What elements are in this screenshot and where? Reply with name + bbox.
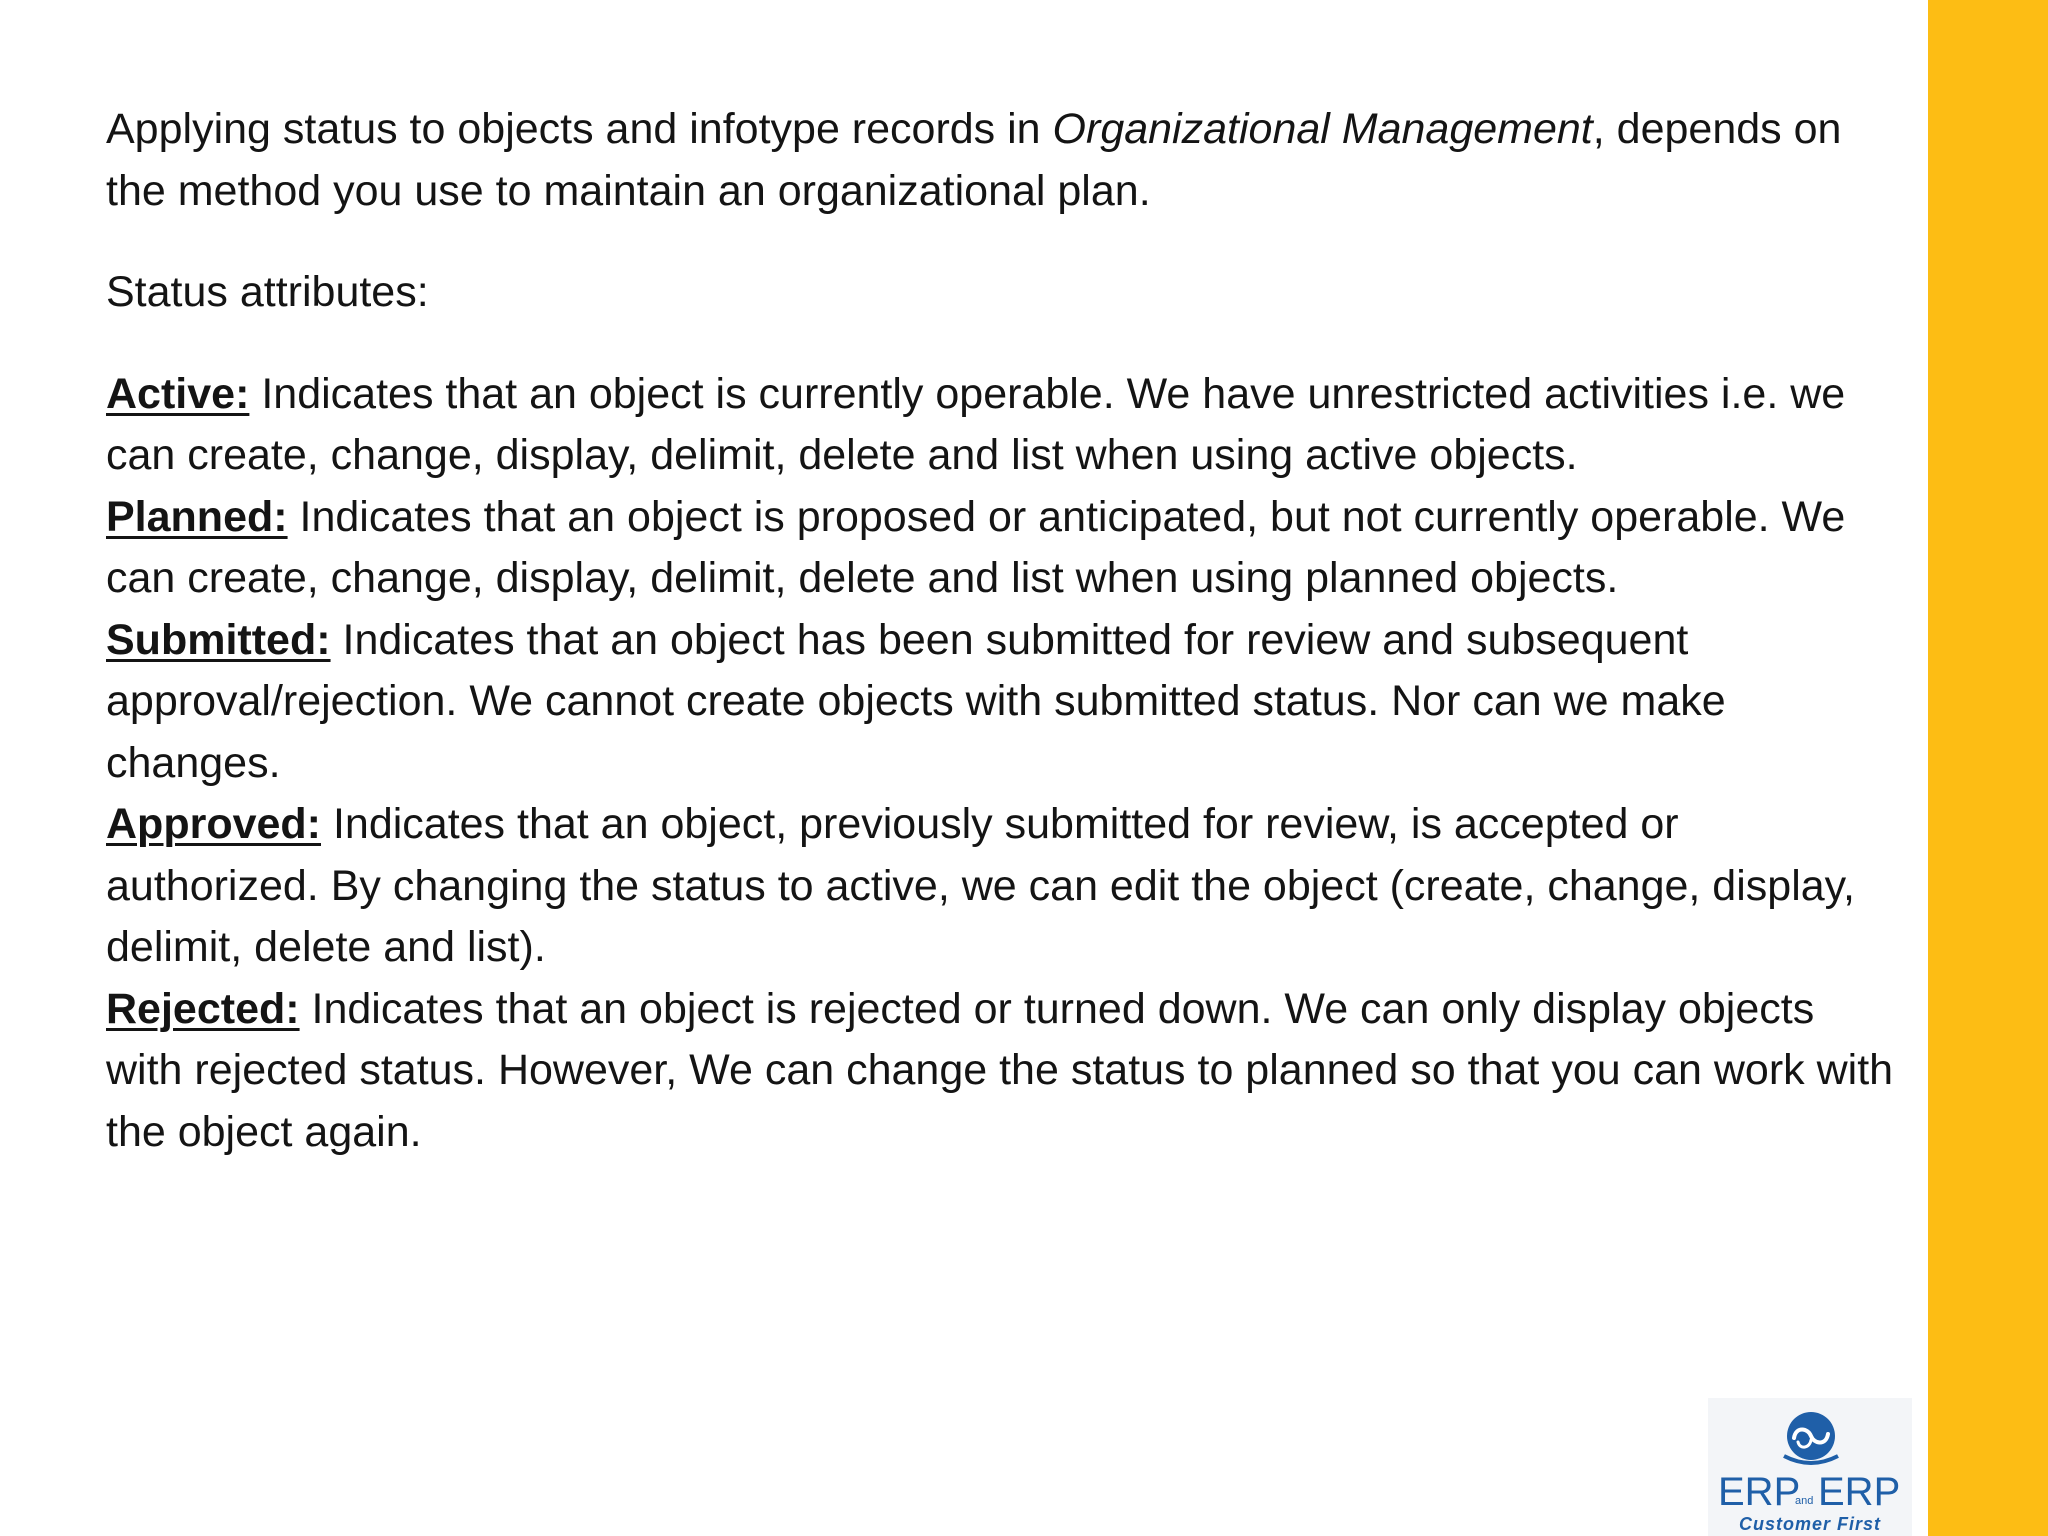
intro-text-before: Applying status to objects and infotype records in <box>106 105 1053 153</box>
status-description: Indicates that an object is proposed or anticipated, but not currently operable. We can create, change, display, delimit, delete and list when using planned objects. <box>106 492 1846 602</box>
status-term: Approved: <box>106 800 321 848</box>
status-description: Indicates that an object is currently operable. We have unrestricted activities i.e. we can create, change, display, delimit, delete and list when using active objects. <box>106 369 1846 479</box>
logo-erp-right: ERP <box>1818 1470 1901 1514</box>
status-submitted <box>106 610 1896 795</box>
intro-paragraph <box>106 99 1896 222</box>
status-term: Active: <box>106 369 250 418</box>
status-term: Rejected: <box>106 984 300 1033</box>
logo-tagline: Customer First <box>1738 1514 1882 1534</box>
erp-logo-icon <box>1784 1412 1838 1463</box>
status-approved <box>106 794 1896 979</box>
erp-logo <box>1708 1398 1912 1536</box>
intro-emphasis: Organizational Management <box>1052 105 1593 153</box>
intro-text-after: , depends on the method you use to maintain an organizational plan. <box>106 105 1842 215</box>
status-term: Planned: <box>106 492 288 541</box>
erp-logo-graphic <box>1708 1398 1912 1536</box>
status-attributes-heading: Status attributes: <box>106 268 429 316</box>
status-rejected <box>106 979 1896 1164</box>
slide-content <box>106 99 1896 1163</box>
logo-and: and <box>1795 1495 1814 1507</box>
status-active <box>106 364 1896 487</box>
status-description: Indicates that an object, previously submitted for review, is accepted or authorized. By changing the status to active, we can edit the object (create, change, display, delimit, delete and list). <box>106 800 1855 971</box>
status-description: Indicates that an object has been submitted for review and subsequent approval/rejection. We cannot create objects with submitted status. Nor can we make changes. <box>106 615 1726 787</box>
status-description: Indicates that an object is rejected or turned down. We can only display objects with rejected status. However, We can change the status to planned so that you can work with the object again. <box>106 984 1894 1156</box>
status-planned <box>106 487 1896 610</box>
accent-bar <box>1928 0 2048 1536</box>
status-term: Submitted: <box>106 615 331 664</box>
logo-erp-left: ERP <box>1718 1470 1801 1514</box>
